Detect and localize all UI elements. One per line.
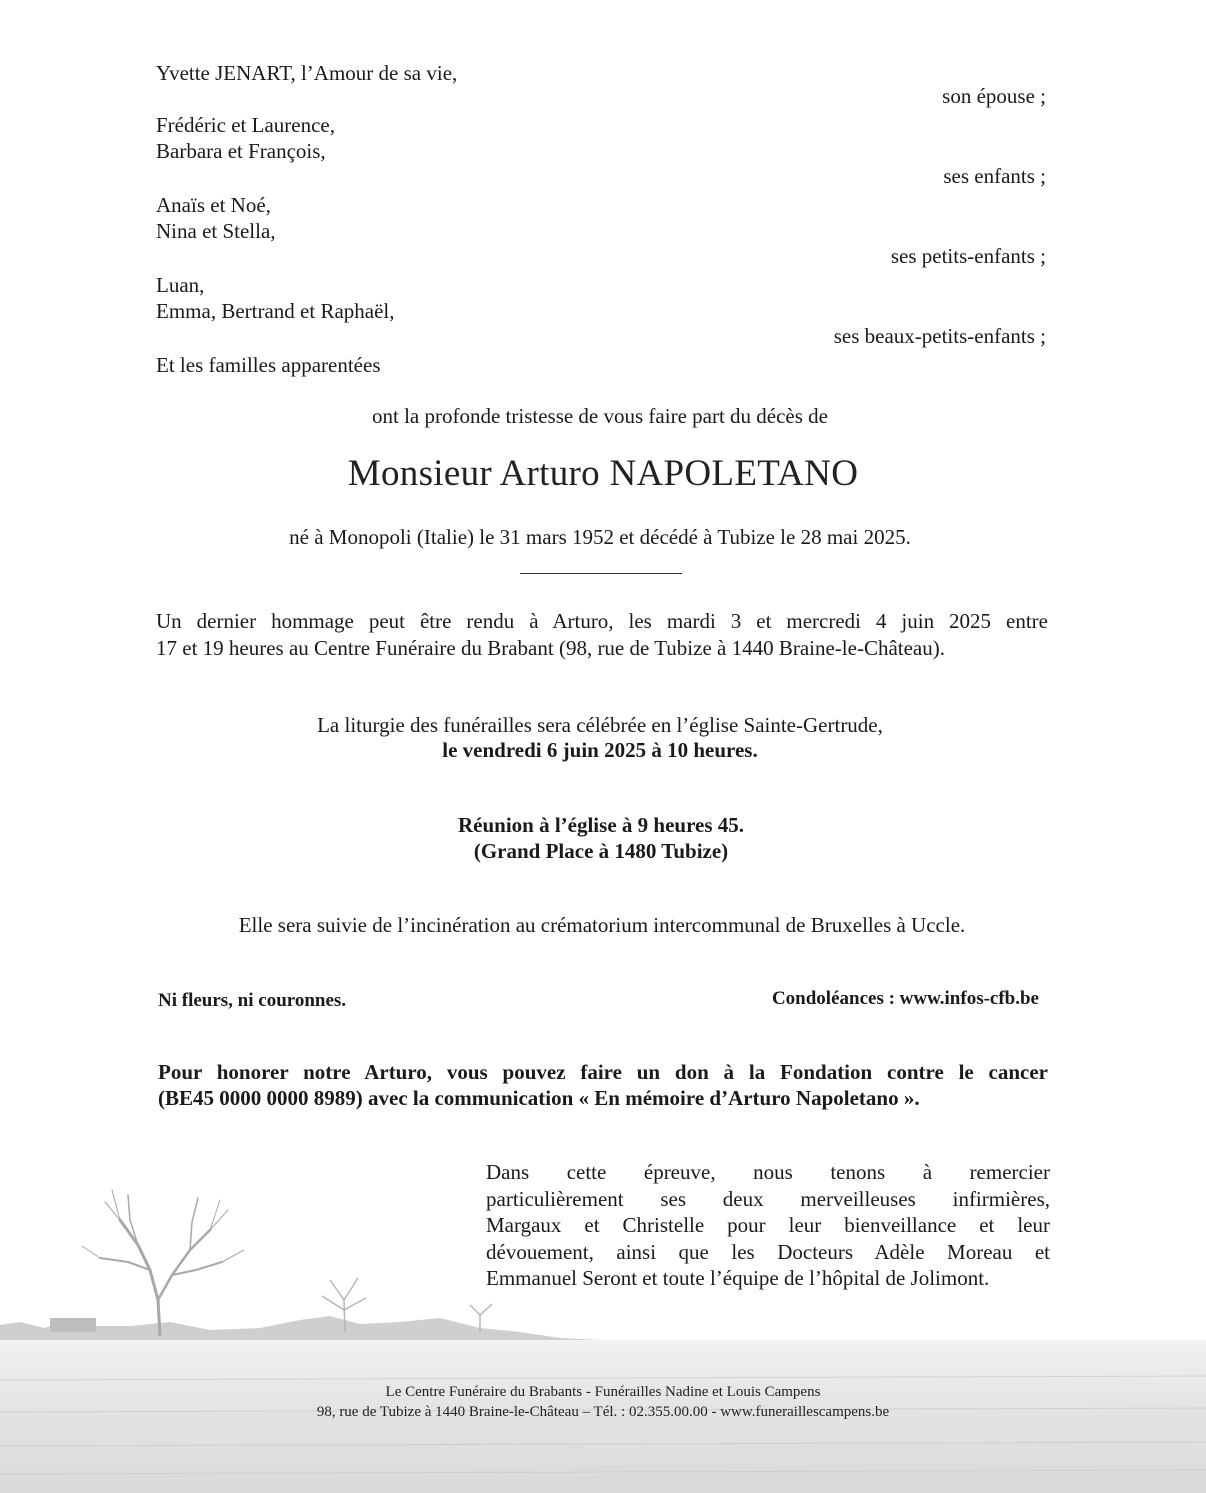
separator-line [520,573,682,574]
children-line-2: Barbara et François, [156,139,326,163]
thanks-line: dévouement, ainsi que les Docteurs Adèle Moreau et [486,1239,1050,1264]
condolences-text: Condoléances : www.infos-cfb.be [771,988,1039,1009]
donation-line-1: Pour honorer notre Arturo, vous pouvez faire un don à la Fondation contre le cancer [158,1060,1048,1084]
grandchildren-line-1: Anaïs et Noé, [156,193,271,217]
deceased-name: Monsieur Arturo NAPOLETANO [347,453,859,494]
tribute-line-2: 17 et 19 heures au Centre Funéraire du Brabant (98, rue de Tubize à 1440 Braine-le-Château). [156,636,945,660]
thanks-paragraph [486,1159,1050,1292]
liturgy-line-2: le vendredi 6 juin 2025 à 10 heures. [442,738,758,762]
birth-death-line: né à Monopoli (Italie) le 31 mars 1952 et décédé à Tubize le 28 mai 2025. [289,525,911,549]
grandchildren-role: ses petits-enfants ; [890,244,1046,268]
spouse-name: Yvette JENART, l’Amour de sa vie, [156,61,458,85]
step-grandchildren-line-2: Emma, Bertrand et Raphaël, [156,299,395,323]
step-grandchildren-line-1: Luan, [156,273,205,297]
meeting-line-1: Réunion à l’église à 9 heures 45. [457,813,745,837]
cremation-text: Elle sera suivie de l’incinération au crématorium intercommunal de Bruxelles à Uccle. [238,913,966,937]
footer-line-2: 98, rue de Tubize à 1440 Braine-le-Château – Tél. : 02.355.00.00 - www.funeraillescampens.be [316,1404,890,1420]
announcement-text: ont la profonde tristesse de vous faire part du décès de [371,404,828,428]
thanks-line: Emmanuel Seront et toute l’équipe de l’hôpital de Jolimont. [486,1266,990,1290]
no-flowers-text: Ni fleurs, ni couronnes. [158,990,347,1011]
donation-line-2: (BE45 0000 0000 8989) avec la communication « En mémoire d’Arturo Napoletano ». [158,1086,920,1110]
thanks-line: particulièrement ses deux merveilleuses infirmières, [486,1186,1050,1211]
spouse-role: son épouse ; [942,84,1046,108]
thanks-line: Margaux et Christelle pour leur bienveillance et leur [486,1213,1050,1237]
children-role: ses enfants ; [943,164,1046,188]
meeting-line-2: (Grand Place à 1480 Tubize) [473,839,729,863]
children-line-1: Frédéric et Laurence, [156,113,335,137]
relatives-line: Et les familles apparentées [156,353,381,377]
step-grandchildren-role: ses beaux-petits-enfants ; [833,324,1046,348]
tribute-line-1: Un dernier hommage peut être rendu à Arturo, les mardi 3 et mercredi 4 juin 2025 entre [156,609,1048,633]
grandchildren-line-2: Nina et Stella, [156,219,276,243]
liturgy-line-1: La liturgie des funérailles sera célébrée en l’église Sainte-Gertrude, [317,713,883,737]
thanks-line: Dans cette épreuve, nous tenons à remercier [486,1160,1050,1184]
footer-line-1: Le Centre Funéraire du Brabants - Funérailles Nadine et Louis Campens [385,1384,821,1400]
